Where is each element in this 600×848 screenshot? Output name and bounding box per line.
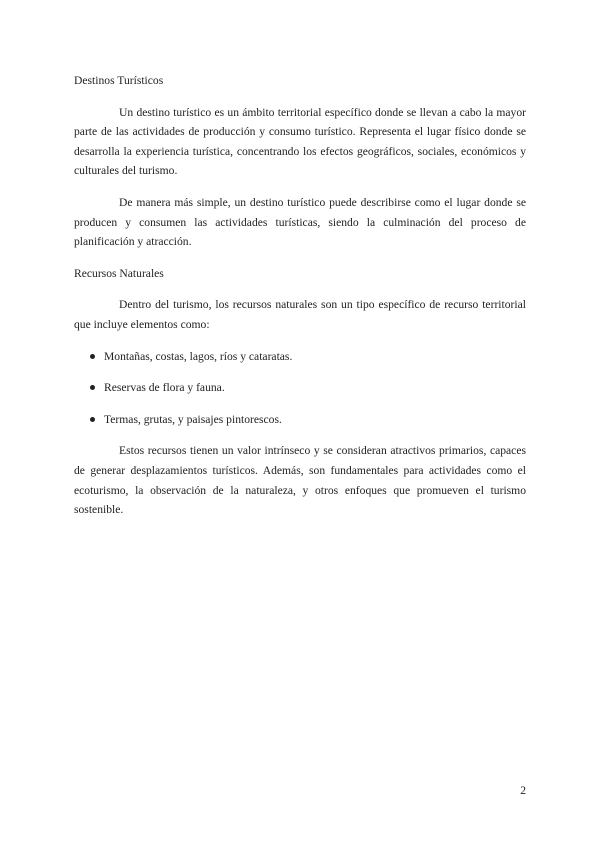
list-item-text: Montañas, costas, lagos, ríos y cataratas. — [104, 349, 293, 363]
page-number: 2 — [520, 784, 526, 797]
recursos-bullet-list — [74, 347, 526, 430]
section-heading-recursos: Recursos Naturales — [74, 266, 164, 280]
paragraph-destino-simple: De manera más simple, un destino turístico puede describirse como el lugar donde se producen y consumen las actividades turísticas, siendo la culminación del proceso de planificación y atracción. — [74, 195, 526, 249]
paragraph-recursos-closing: Estos recursos tienen un valor intrínseco y se consideran atractivos primarios, capaces de generar desplazamientos turísticos. Además, son fundamentales para actividades como el ecoturismo, la observación de la naturaleza, y otros enfoques que promueven el turismo sostenible. — [74, 444, 526, 517]
page-content — [74, 71, 526, 532]
paragraph-recursos-intro: Dentro del turismo, los recursos naturales son un tipo específico de recurso territorial que incluye elementos como: — [74, 298, 526, 331]
list-item — [74, 347, 526, 367]
paragraph-destino-definition: Un destino turístico es un ámbito territorial específico donde se llevan a cabo la mayor parte de las actividades de producción y consumo turístico. Representa el lugar físico donde se desarrolla la experiencia turística, concentrando los efectos geográficos, sociales, económicos y culturales del turismo. — [74, 105, 526, 178]
bullet-icon — [90, 417, 95, 422]
section-heading-destinos: Destinos Turísticos — [74, 74, 164, 87]
list-item — [74, 410, 526, 430]
list-item — [74, 378, 526, 398]
bullet-icon — [90, 385, 95, 390]
bullet-icon — [90, 354, 95, 359]
list-item-text: Reservas de flora y fauna. — [104, 381, 225, 395]
list-item-text: Termas, grutas, y paisajes pintorescos. — [104, 412, 282, 426]
